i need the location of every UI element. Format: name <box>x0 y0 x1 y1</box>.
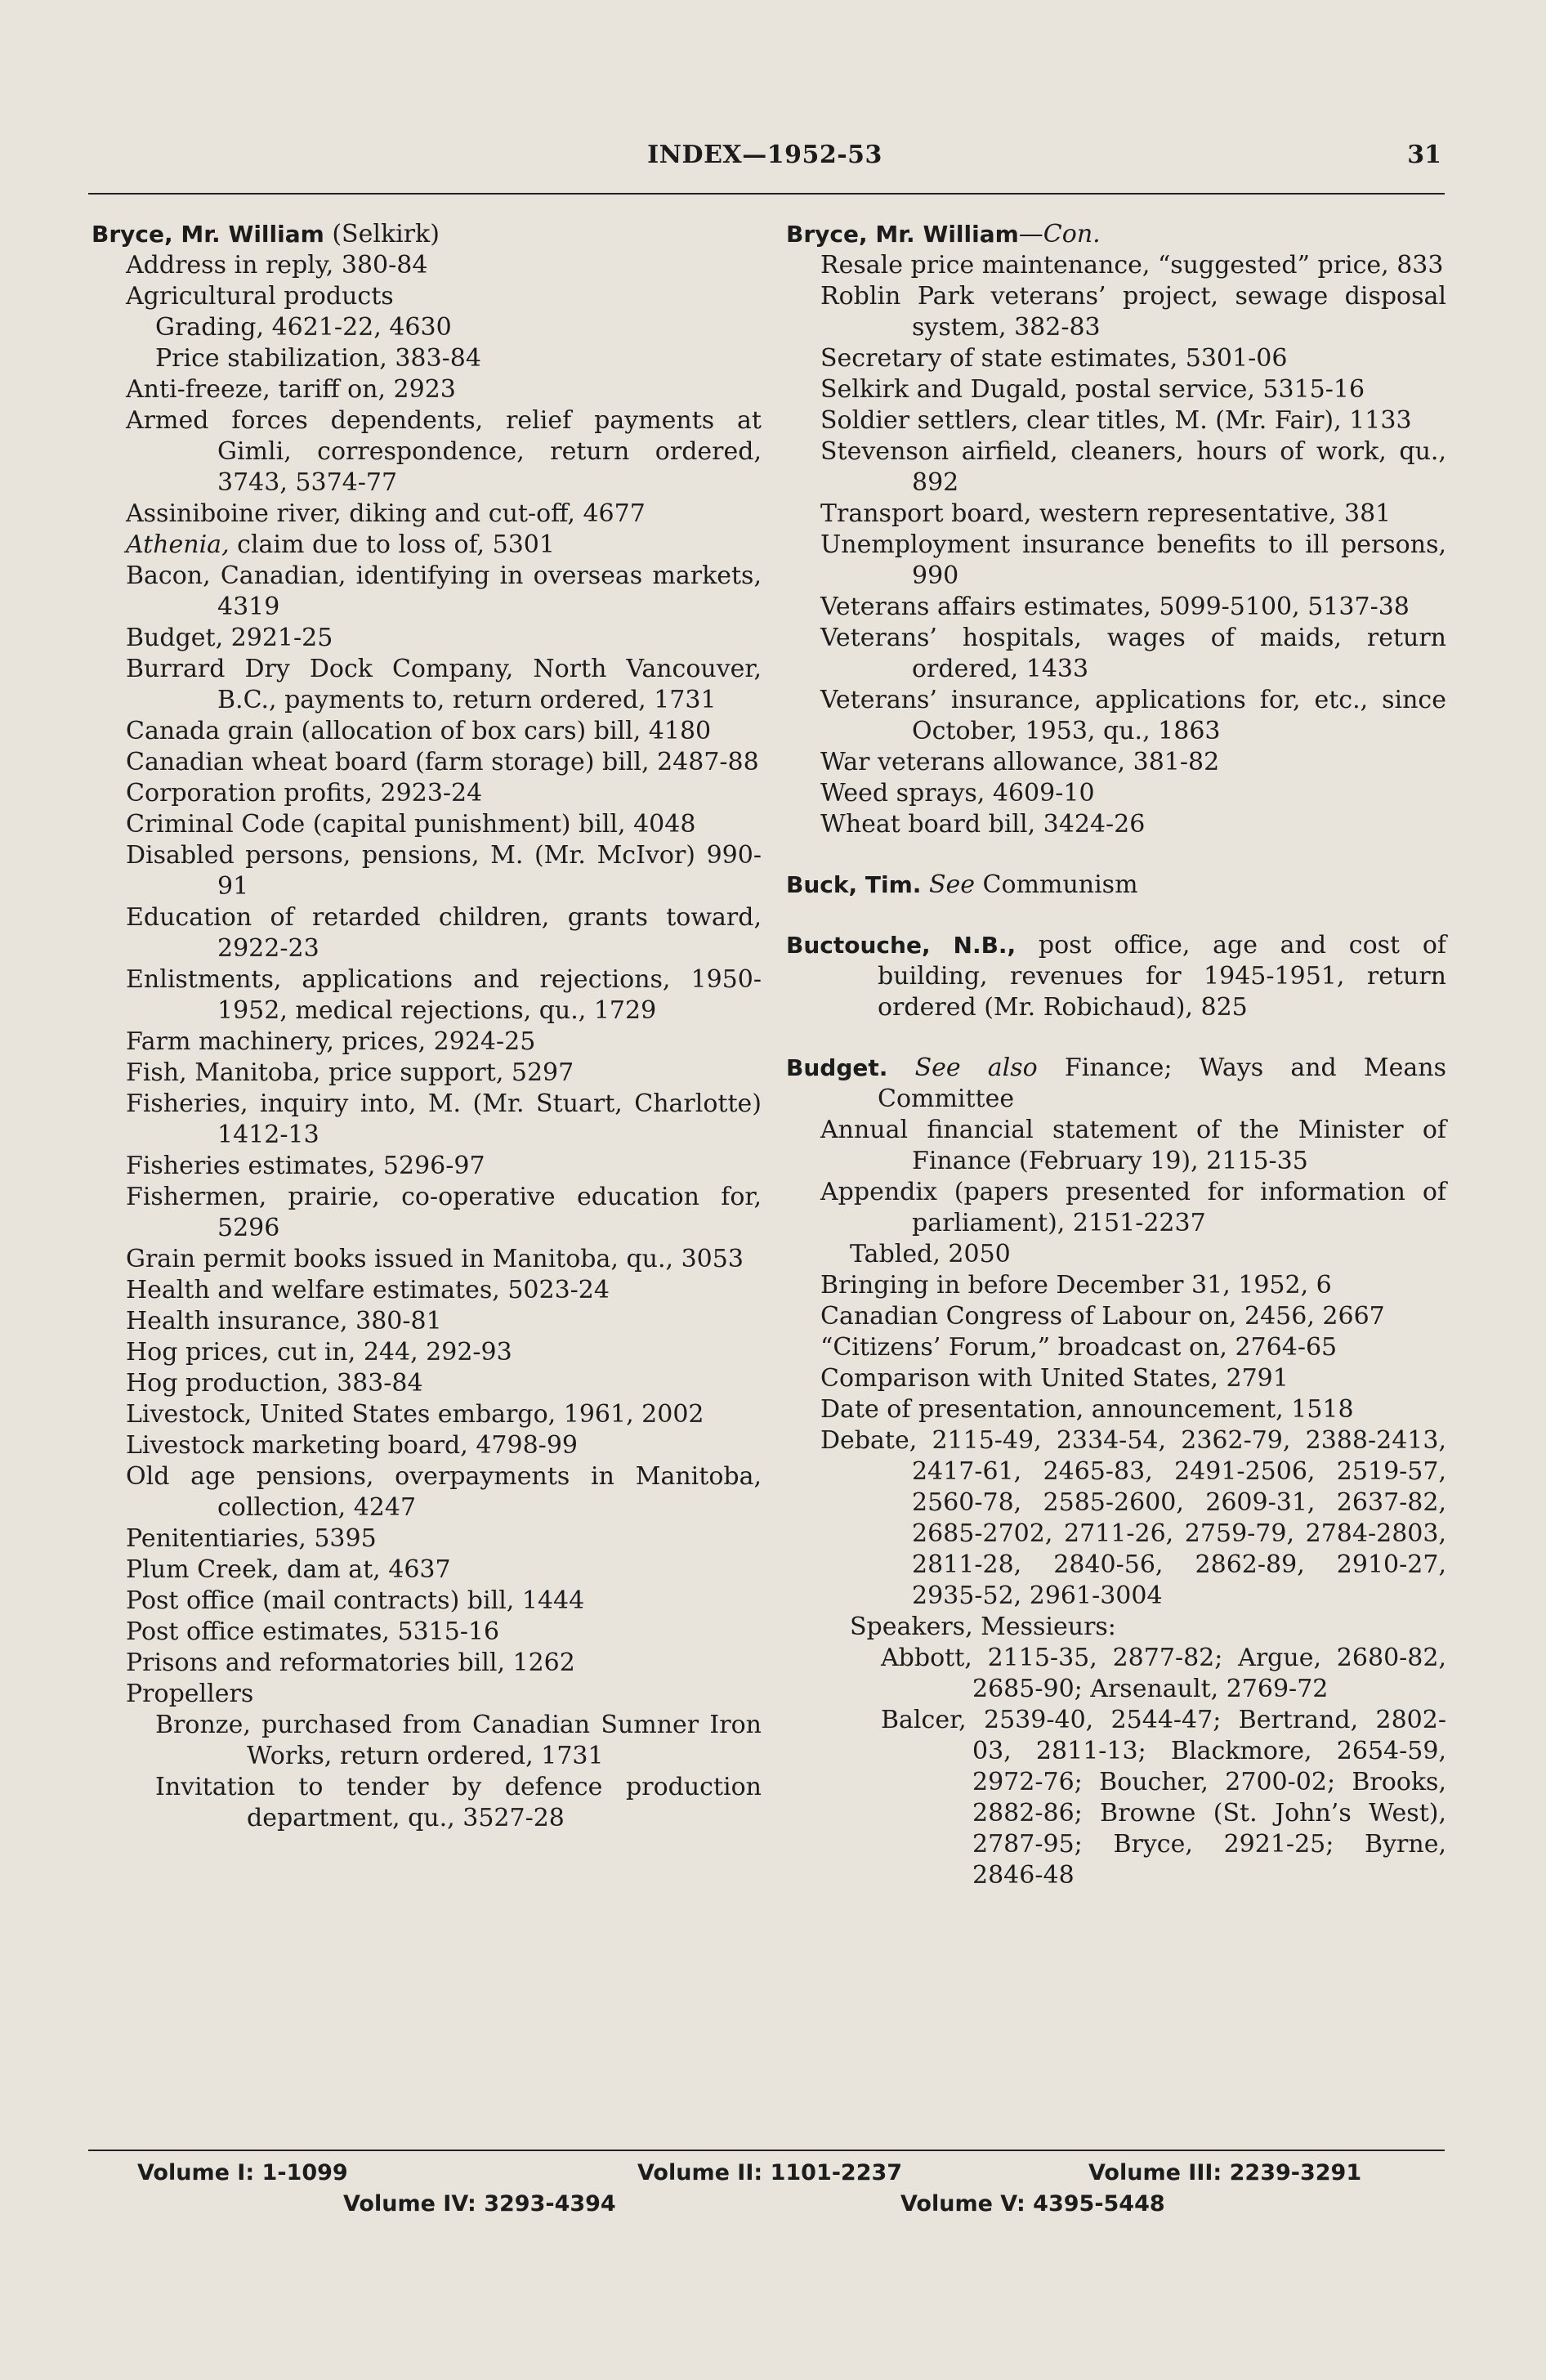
index-entry: Date of presentation, announcement, 1518 <box>820 1395 1354 1424</box>
index-entry: Invitation to tender by defence production department, qu., 3527-28 <box>155 1773 762 1832</box>
index-entry: Health insurance, 380-81 <box>126 1307 442 1335</box>
index-entry: Annual financial statement of the Minister of Finance (February 19), 2115-35 <box>820 1116 1446 1175</box>
volume-3-range: Volume III: 2239-3291 <box>1088 2160 1362 2185</box>
index-entry: Grading, 4621-22, 4630 <box>155 313 452 342</box>
index-entry: Post office (mail contracts) bill, 1444 <box>126 1586 585 1615</box>
index-entry: Abbott, 2115-35, 2877-82; Argue, 2680-82, 2685-90; Arsenault, 2769-72 <box>881 1644 1446 1703</box>
volume-1-range: Volume I: 1-1099 <box>137 2160 348 2185</box>
index-entry: Hog production, 383-84 <box>126 1369 423 1398</box>
index-entry: Balcer, 2539-40, 2544-47; Bertrand, 2802-03, 2811-13; Blackmore, 2654-59, 2972-76; Boucher, 2700-02; Brooks, 2882-86; Browne (St. John’s West), 2787-95; Bryce, 2921-25; Byrne, 2846-48 <box>881 1706 1446 1890</box>
right-column <box>786 219 1446 1891</box>
index-entry: Transport board, western representative, 381 <box>820 499 1392 528</box>
index-heading-bryce: Bryce, Mr. William (Selkirk) <box>92 220 440 248</box>
index-heading-budget: Budget. See also Finance; Ways and Means Committee <box>786 1054 1446 1113</box>
header-rule <box>88 193 1445 195</box>
page-header <box>88 141 1441 183</box>
index-entry: Propellers <box>126 1680 254 1708</box>
index-entry: Bronze, purchased from Canadian Sumner Iron Works, return ordered, 1731 <box>155 1711 762 1770</box>
index-entry: Assiniboine river, diking and cut-off, 4677 <box>126 499 646 528</box>
index-entry: Disabled persons, pensions, M. (Mr. McIvor) 990-91 <box>126 841 762 901</box>
volume-2-range: Volume II: 1101-2237 <box>637 2160 903 2185</box>
index-entry: Fisheries estimates, 5296-97 <box>126 1152 485 1180</box>
index-entry: Old age pensions, overpayments in Manitoba, collection, 4247 <box>126 1462 762 1522</box>
index-entry: Armed forces dependents, relief payments at Gimli, correspondence, return ordered, 3743, 5374-77 <box>126 406 762 497</box>
index-entry: “Citizens’ Forum,” broadcast on, 2764-65 <box>820 1333 1338 1362</box>
volume-5-range: Volume V: 4395-5448 <box>900 2191 1165 2217</box>
index-entry: Criminal Code (capital punishment) bill, 4048 <box>126 810 696 839</box>
page-number: 31 <box>1407 141 1441 169</box>
index-entry: Livestock, United States embargo, 1961, 2002 <box>126 1400 704 1429</box>
index-entry: Weed sprays, 4609-10 <box>820 779 1095 808</box>
index-entry: Appendix (papers presented for information of parliament), 2151-2237 <box>820 1178 1446 1237</box>
index-entry: Selkirk and Dugald, postal service, 5315-16 <box>820 375 1365 404</box>
index-entry: Education of retarded children, grants toward, 2922-23 <box>126 903 762 963</box>
index-entry: Livestock marketing board, 4798-99 <box>126 1431 578 1460</box>
left-entry-list <box>92 250 762 1834</box>
index-entry: Plum Creek, dam at, 4637 <box>126 1555 451 1584</box>
index-entry: Roblin Park veterans’ project, sewage disposal system, 382-83 <box>820 282 1446 342</box>
index-entry: Veterans’ insurance, applications for, etc., since October, 1953, qu., 1863 <box>820 686 1446 745</box>
index-entry: Price stabilization, 383-84 <box>155 344 481 373</box>
index-entry: Anti-freeze, tariff on, 2923 <box>126 375 456 404</box>
index-entry: War veterans allowance, 381-82 <box>820 748 1220 776</box>
index-entry: Prisons and reformatories bill, 1262 <box>126 1649 575 1677</box>
index-entry: Penitentiaries, 5395 <box>126 1524 377 1553</box>
index-entry: Health and welfare estimates, 5023-24 <box>126 1276 610 1304</box>
index-entry: Corporation profits, 2923-24 <box>126 779 483 808</box>
index-entry: Secretary of state estimates, 5301-06 <box>820 344 1288 373</box>
index-entry: Enlistments, applications and rejections, 1950-1952, medical rejections, qu., 1729 <box>126 965 762 1025</box>
index-entry: Tabled, 2050 <box>850 1240 1011 1268</box>
page-title: INDEX—1952-53 <box>647 141 882 169</box>
index-entry: Burrard Dry Dock Company, North Vancouver, B.C., payments to, return ordered, 1731 <box>126 655 762 714</box>
index-entry: Canadian wheat board (farm storage) bill, 2487-88 <box>126 748 759 776</box>
footer-rule <box>88 2150 1445 2151</box>
index-entry: Fisheries, inquiry into, M. (Mr. Stuart, Charlotte) 1412-13 <box>126 1089 762 1149</box>
index-entry: Unemployment insurance benefits to ill persons, 990 <box>820 530 1446 590</box>
volume-footer <box>88 2158 1445 2220</box>
index-entry: Athenia, claim due to loss of, 5301 <box>126 530 555 559</box>
index-entry: Veterans’ hospitals, wages of maids, return ordered, 1433 <box>820 624 1446 683</box>
index-entry: Post office estimates, 5315-16 <box>126 1617 500 1646</box>
budget-entry-list <box>786 1115 1446 1891</box>
index-entry: Wheat board bill, 3424-26 <box>820 810 1146 839</box>
index-entry: Fish, Manitoba, price support, 5297 <box>126 1058 574 1087</box>
index-entry: Debate, 2115-49, 2334-54, 2362-79, 2388-2413, 2417-61, 2465-83, 2491-2506, 2519-57, 2560-78, 2585-2600, 2609-31, 2637-82, 2685-2702, 2711-26, 2759-79, 2784-2803, 2811-28, 2840-56, 2862-89, 2910-27, 2935-52, 2961-3004 <box>820 1426 1446 1610</box>
index-entry: Stevenson airfield, cleaners, hours of work, qu., 892 <box>820 437 1446 497</box>
index-entry: Address in reply, 380-84 <box>126 251 428 280</box>
index-entry: Fishermen, prairie, co-operative education for, 5296 <box>126 1183 762 1242</box>
index-entry: Bacon, Canadian, identifying in overseas markets, 4319 <box>126 561 762 621</box>
index-heading-buctouche: Buctouche, N.B., post office, age and cost of building, revenues for 1945-1951, return ordered (Mr. Robichaud), 825 <box>786 931 1446 1022</box>
index-entry: Bringing in before December 31, 1952, 6 <box>820 1271 1332 1300</box>
index-entry: Agricultural products <box>126 282 394 311</box>
bryce-continued-entry-list <box>786 250 1446 840</box>
volume-4-range: Volume IV: 3293-4394 <box>343 2191 616 2217</box>
index-heading-bryce-continued: Bryce, Mr. William—Con. <box>786 220 1101 248</box>
index-entry: Speakers, Messieurs: <box>850 1613 1116 1641</box>
index-entry: Canadian Congress of Labour on, 2456, 2667 <box>820 1302 1385 1331</box>
index-entry: Veterans affairs estimates, 5099-5100, 5137-38 <box>820 593 1410 621</box>
index-entry: Grain permit books issued in Manitoba, qu., 3053 <box>126 1245 744 1273</box>
index-entry: Comparison with United States, 2791 <box>820 1364 1289 1393</box>
index-entry: Hog prices, cut in, 244, 292-93 <box>126 1338 512 1367</box>
index-entry: Farm machinery, prices, 2924-25 <box>126 1027 536 1056</box>
index-heading-buck: Buck, Tim. See Communism <box>786 870 1138 899</box>
index-entry: Budget, 2921-25 <box>126 624 333 652</box>
left-column <box>92 219 762 1834</box>
index-entry: Resale price maintenance, “suggested” price, 833 <box>820 251 1444 280</box>
index-entry: Canada grain (allocation of box cars) bill, 4180 <box>126 717 712 745</box>
index-entry: Soldier settlers, clear titles, M. (Mr. Fair), 1133 <box>820 406 1412 435</box>
